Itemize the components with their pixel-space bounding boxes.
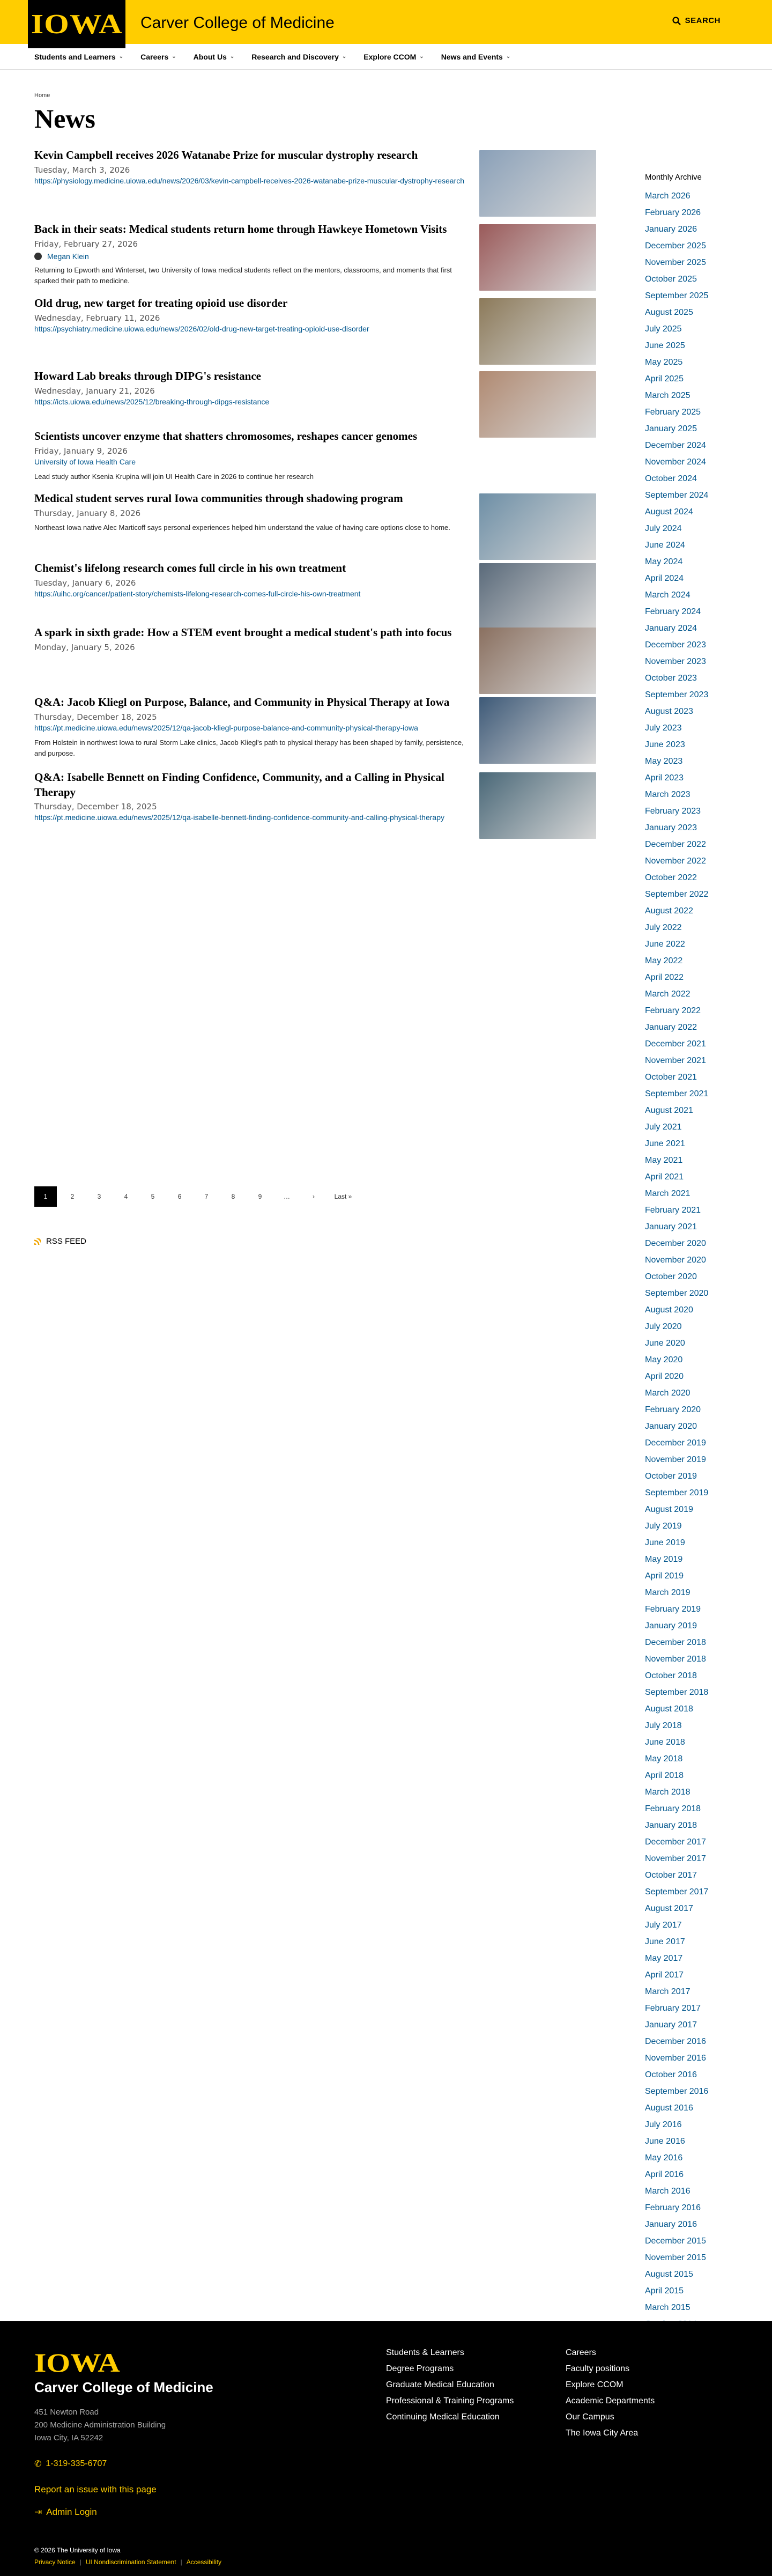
news-item-summary: Returning to Epworth and Winterset, two University of Iowa medical students reflect on the mentors, classrooms, and moments that first sparked their path to medicine. (34, 265, 452, 285)
news-item-summary: Northeast Iowa native Alec Marticoff says personal experiences helped him understand the value of having care options close to home. (34, 523, 450, 532)
page-link[interactable]: 1 (34, 1186, 57, 1207)
news-item-title[interactable]: Scientists uncover enzyme that shatters chromosomes, reshapes cancer genomes (34, 430, 418, 442)
rss-icon (34, 1238, 41, 1245)
archive-month-link[interactable]: December 2016 (645, 2037, 706, 2046)
news-item-title[interactable]: Chemist's lifelong research comes full circle in his own treatment (34, 562, 346, 574)
news-item-author[interactable] (34, 252, 469, 261)
chevron-down-icon: ⌄ (506, 54, 511, 60)
nav-about[interactable] (194, 53, 235, 61)
monthly-archive (645, 173, 741, 2336)
archive-month-link[interactable]: November 2021 (645, 1056, 706, 1065)
footer-link[interactable]: Faculty positions (566, 2364, 630, 2373)
archive-month-link[interactable]: April 2020 (645, 1372, 684, 1381)
archive-month-link[interactable]: June 2016 (645, 2137, 685, 2146)
page-link[interactable]: 6 (177, 1193, 182, 1200)
news-item-title[interactable]: Q&A: Jacob Kliegl on Purpose, Balance, and Community in Physical Therapy at Iowa (34, 696, 450, 708)
chevron-down-icon: ⌄ (342, 54, 347, 60)
archive-month-link[interactable]: February 2021 (645, 1206, 701, 1215)
archive-month-link[interactable]: August 2020 (645, 1305, 693, 1315)
news-item-date: Friday, January 9, 2026 (34, 446, 128, 456)
archive-month-link[interactable]: January 2019 (645, 1621, 697, 1630)
news-item-date: Wednesday, January 21, 2026 (34, 386, 155, 396)
archive-month-link[interactable]: December 2022 (645, 840, 706, 849)
separator: | (79, 2558, 81, 2566)
archive-month-link[interactable]: November 2016 (645, 2054, 706, 2063)
archive-month-link[interactable]: June 2021 (645, 1139, 685, 1148)
nav-careers[interactable] (140, 53, 176, 61)
site-header (0, 0, 772, 44)
archive-month-link[interactable]: February 2025 (645, 408, 701, 417)
archive-month-link[interactable]: January 2024 (645, 624, 697, 633)
archive-month-link[interactable]: April 2017 (645, 1970, 684, 1980)
archive-month-link[interactable]: November 2022 (645, 857, 706, 866)
archive-month-link[interactable]: January 2025 (645, 424, 697, 433)
nav-label: Research and Discovery (251, 52, 339, 61)
news-item-thumbnail[interactable] (479, 224, 596, 291)
nav-research[interactable] (251, 53, 346, 61)
author-name: Megan Klein (47, 252, 89, 261)
chevron-down-icon: ⌄ (172, 54, 176, 60)
legal-link[interactable]: Accessibility (186, 2558, 222, 2566)
page-link[interactable]: Last » (334, 1193, 352, 1200)
news-item-text (34, 148, 469, 186)
footer-link[interactable]: Our Campus (566, 2412, 614, 2422)
footer-link[interactable]: Degree Programs (386, 2364, 454, 2373)
archive-month-link[interactable]: July 2019 (645, 1522, 682, 1531)
archive-month-link[interactable]: March 2021 (645, 1189, 691, 1198)
archive-month-link[interactable]: August 2022 (645, 906, 693, 916)
logo-text: IOWA (31, 9, 123, 40)
footer-link[interactable]: Graduate Medical Education (386, 2380, 494, 2389)
address-line: 451 Newton Road (34, 2408, 99, 2417)
chevron-down-icon: ⌄ (419, 54, 424, 60)
archive-month-link[interactable]: April 2022 (645, 973, 684, 982)
news-item-text (34, 369, 469, 407)
news-item-summary: Lead study author Ksenia Krupina will join UI Health Care in 2026 to continue her research (34, 473, 314, 481)
news-item-title[interactable]: Back in their seats: Medical students return home through Hawkeye Hometown Visits (34, 223, 447, 235)
archive-month-link[interactable]: November 2017 (645, 1854, 706, 1863)
archive-month-link[interactable]: November 2015 (645, 2253, 706, 2262)
archive-month-link[interactable]: September 2018 (645, 1688, 709, 1697)
news-item-date: Thursday, December 18, 2025 (34, 712, 157, 722)
archive-month-link[interactable]: February 2023 (645, 807, 701, 816)
archive-month-link[interactable]: January 2023 (645, 823, 697, 832)
news-item (34, 625, 596, 684)
archive-month-link[interactable]: August 2019 (645, 1505, 693, 1514)
archive-month-link[interactable]: December 2017 (645, 1837, 706, 1847)
news-item-thumbnail[interactable] (479, 371, 596, 438)
archive-month-link[interactable]: October 2019 (645, 1472, 697, 1481)
archive-month-link[interactable]: July 2018 (645, 1721, 682, 1730)
news-item-date: Tuesday, January 6, 2026 (34, 578, 136, 588)
rss-feed-link[interactable] (34, 1237, 86, 1246)
footer-link[interactable]: Continuing Medical Education (386, 2412, 500, 2422)
archive-month-link[interactable]: April 2023 (645, 773, 684, 783)
footer-link[interactable]: The Iowa City Area (566, 2429, 639, 2438)
archive-month-link[interactable]: June 2019 (645, 1538, 685, 1547)
archive-month-link[interactable]: September 2017 (645, 1887, 709, 1896)
news-item-link[interactable]: https://icts.uiowa.edu/news/2025/12/breaking-through-dipgs-resistance (34, 397, 270, 406)
archive-month-link[interactable]: June 2025 (645, 341, 685, 350)
archive-month-link[interactable]: August 2017 (645, 1904, 693, 1913)
news-item-title[interactable]: Howard Lab breaks through DIPG's resistance (34, 370, 261, 382)
page-link[interactable]: › (313, 1193, 315, 1200)
archive-month-link[interactable]: June 2024 (645, 541, 685, 550)
archive-month-link[interactable]: January 2020 (645, 1422, 697, 1431)
site-footer (0, 2321, 772, 2576)
nav-label: Students and Learners (34, 52, 116, 61)
archive-month-link[interactable]: October 2024 (645, 474, 697, 483)
phone-icon: ✆ (34, 2460, 42, 2469)
news-item-link[interactable]: https://pt.medicine.uiowa.edu/news/2025/12/qa-jacob-kliegl-purpose-balance-and-community-physical-therapy-iowa (34, 723, 418, 732)
archive-month-link[interactable]: March 2019 (645, 1588, 691, 1597)
archive-month-link[interactable]: October 2020 (645, 1272, 697, 1281)
archive-month-link[interactable]: November 2024 (645, 457, 706, 467)
page-link[interactable]: 8 (231, 1193, 235, 1200)
archive-month-link[interactable]: April 2018 (645, 1771, 684, 1780)
legal-link[interactable]: UI Nondiscrimination Statement (85, 2558, 176, 2566)
address-line: 200 Medicine Administration Building (34, 2420, 166, 2430)
archive-month-link[interactable]: February 2020 (645, 1405, 701, 1414)
search-label: SEARCH (685, 16, 721, 25)
archive-month-link[interactable]: December 2021 (645, 1039, 706, 1049)
archive-month-link[interactable]: July 2022 (645, 923, 682, 932)
archive-month-link[interactable]: June 2018 (645, 1738, 685, 1747)
archive-month-link[interactable]: March 2016 (645, 2187, 691, 2196)
search-icon (672, 17, 681, 25)
archive-month-link[interactable]: March 2026 (645, 191, 691, 201)
news-item-text (34, 491, 469, 533)
admin-login-link[interactable] (34, 2507, 97, 2518)
news-item-title[interactable]: Old drug, new target for treating opioid use disorder (34, 297, 288, 309)
archive-month-link[interactable]: May 2025 (645, 358, 683, 367)
archive-month-link[interactable]: May 2021 (645, 1156, 683, 1165)
news-item (34, 561, 596, 620)
archive-month-link[interactable]: September 2021 (645, 1089, 709, 1098)
news-item-text (34, 429, 469, 482)
archive-month-link[interactable]: April 2015 (645, 2286, 684, 2295)
archive-month-link[interactable]: October 2022 (645, 873, 697, 882)
archive-month-link[interactable]: March 2015 (645, 2303, 691, 2312)
footer-links-col1 (386, 2348, 514, 2429)
page-content (0, 70, 772, 2312)
news-item-thumbnail[interactable] (479, 772, 596, 839)
news-item-date: Thursday, December 18, 2025 (34, 802, 157, 812)
nav-label: Careers (140, 52, 169, 61)
archive-month-link[interactable]: January 2016 (645, 2220, 697, 2229)
news-item-text (34, 561, 469, 599)
archive-month-link[interactable]: September 2016 (645, 2087, 709, 2096)
news-item-date: Wednesday, February 11, 2026 (34, 313, 160, 323)
archive-month-link[interactable]: January 2017 (645, 2020, 697, 2029)
address-line: Iowa City, IA 52242 (34, 2433, 103, 2442)
archive-month-link[interactable]: February 2026 (645, 208, 701, 217)
archive-month-link[interactable]: November 2020 (645, 1256, 706, 1265)
page-link[interactable]: 7 (204, 1193, 209, 1200)
site-title[interactable]: Carver College of Medicine (140, 14, 335, 32)
report-issue-link[interactable]: Report an issue with this page (34, 2484, 157, 2494)
archive-month-link[interactable]: September 2020 (645, 1289, 709, 1298)
archive-month-link[interactable]: March 2024 (645, 591, 691, 600)
breadcrumb[interactable]: Home (34, 92, 50, 99)
page-link[interactable]: 4 (124, 1193, 128, 1200)
archive-month-link[interactable]: May 2019 (645, 1555, 683, 1564)
page-title: News (34, 104, 95, 134)
news-item-link[interactable]: https://physiology.medicine.uiowa.edu/news/2026/03/kevin-campbell-receives-2026-watanabe-prize-muscular-dystrophy-research (34, 176, 465, 185)
archive-month-link[interactable]: December 2019 (645, 1438, 706, 1448)
news-item (34, 770, 596, 829)
footer-phone[interactable] (34, 2459, 107, 2469)
archive-month-link[interactable]: June 2020 (645, 1339, 685, 1348)
news-item-title[interactable]: Q&A: Isabelle Bennett on Finding Confidence, Community, and a Calling in Physical Therapy (34, 771, 444, 799)
news-item-title[interactable]: Medical student serves rural Iowa communities through shadowing program (34, 492, 403, 505)
news-item (34, 429, 596, 488)
archive-month-link[interactable]: May 2017 (645, 1954, 683, 1963)
archive-month-link[interactable]: January 2022 (645, 1023, 697, 1032)
nav-news-events[interactable] (441, 53, 511, 61)
archive-month-link[interactable]: April 2016 (645, 2170, 684, 2179)
archive-month-link[interactable]: October 2018 (645, 1671, 697, 1680)
archive-month-link[interactable]: July 2024 (645, 524, 682, 533)
archive-month-link[interactable]: August 2016 (645, 2103, 693, 2113)
separator: | (180, 2558, 182, 2566)
archive-month-link[interactable]: May 2018 (645, 1754, 683, 1763)
archive-month-link[interactable]: April 2021 (645, 1172, 684, 1182)
page-link: … (284, 1193, 290, 1200)
nav-label: Explore CCOM (363, 52, 417, 61)
news-item-date: Monday, January 5, 2026 (34, 642, 135, 652)
page-link[interactable]: 9 (258, 1193, 262, 1200)
archive-month-link[interactable]: May 2016 (645, 2153, 683, 2162)
news-item-thumbnail[interactable] (479, 298, 596, 365)
archive-month-link[interactable]: March 2018 (645, 1788, 691, 1797)
archive-month-link[interactable]: August 2024 (645, 507, 693, 516)
news-item-text (34, 695, 469, 759)
archive-month-link[interactable]: July 2017 (645, 1921, 682, 1930)
news-list (34, 148, 596, 824)
archive-month-link[interactable]: December 2018 (645, 1638, 706, 1647)
news-item-title[interactable]: A spark in sixth grade: How a STEM event brought a medical student's path into focus (34, 626, 452, 639)
archive-month-link[interactable]: September 2023 (645, 690, 709, 699)
footer-title: Carver College of Medicine (34, 2379, 213, 2395)
archive-month-link[interactable]: March 2023 (645, 790, 691, 799)
news-item-link[interactable]: University of Iowa Health Care (34, 457, 136, 466)
archive-title: Monthly Archive (645, 173, 702, 182)
page-link[interactable]: 3 (97, 1193, 101, 1200)
login-icon: ⇥ (34, 2507, 42, 2517)
news-item-text (34, 770, 469, 823)
archive-month-link[interactable]: November 2018 (645, 1655, 706, 1664)
archive-month-link[interactable]: September 2025 (645, 291, 709, 300)
pagination (34, 1186, 357, 1207)
archive-month-link[interactable]: July 2020 (645, 1322, 682, 1331)
archive-month-link[interactable]: May 2024 (645, 557, 683, 566)
chevron-down-icon: ⌄ (229, 54, 235, 60)
news-item-title[interactable]: Kevin Campbell receives 2026 Watanabe Prize for muscular dystrophy research (34, 149, 418, 161)
footer-address (34, 2406, 166, 2445)
nav-students[interactable] (34, 53, 123, 61)
archive-month-link[interactable]: July 2025 (645, 324, 682, 334)
user-icon (34, 253, 42, 260)
archive-month-link[interactable]: December 2015 (645, 2237, 706, 2246)
archive-month-link[interactable]: January 2018 (645, 1821, 697, 1830)
archive-month-link[interactable]: December 2025 (645, 241, 706, 250)
news-item-text (34, 296, 469, 334)
archive-month-link[interactable]: February 2019 (645, 1605, 701, 1614)
archive-month-link[interactable]: September 2019 (645, 1488, 709, 1497)
nav-explore[interactable] (363, 53, 424, 61)
news-item-link[interactable]: https://psychiatry.medicine.uiowa.edu/news/2026/02/old-drug-new-target-treating-opioid-use-disorder (34, 324, 369, 333)
archive-month-link[interactable]: July 2023 (645, 724, 682, 733)
footer-link[interactable]: Explore CCOM (566, 2380, 623, 2389)
search-button[interactable] (672, 16, 721, 25)
archive-month-link[interactable]: October 2016 (645, 2070, 697, 2079)
archive-month-link[interactable]: March 2017 (645, 1987, 691, 1996)
phone-number: 1-319-335-6707 (46, 2459, 107, 2468)
news-item-link[interactable]: https://uihc.org/cancer/patient-story/chemists-lifelong-research-comes-full-circle-his-own-treatment (34, 589, 361, 598)
archive-month-link[interactable]: February 2017 (645, 2004, 701, 2013)
archive-month-link[interactable]: July 2021 (645, 1123, 682, 1132)
news-item (34, 695, 596, 759)
archive-month-link[interactable]: August 2021 (645, 1106, 693, 1115)
news-item-thumbnail[interactable] (479, 628, 596, 694)
archive-month-link[interactable]: March 2025 (645, 391, 691, 400)
news-item-thumbnail[interactable] (479, 150, 596, 217)
footer-link[interactable]: Students & Learners (386, 2348, 464, 2357)
news-item-thumbnail[interactable] (479, 493, 596, 560)
archive-month-link[interactable]: January 2026 (645, 225, 697, 234)
news-item-link[interactable]: https://pt.medicine.uiowa.edu/news/2025/12/qa-isabelle-bennett-finding-confidence-community-and-calling-physical-therapy (34, 813, 444, 822)
archive-month-link[interactable]: June 2023 (645, 740, 685, 749)
archive-month-link[interactable]: November 2019 (645, 1455, 706, 1464)
archive-month-link[interactable]: October 2021 (645, 1073, 697, 1082)
news-item-date: Tuesday, March 3, 2026 (34, 165, 130, 175)
footer-link[interactable]: Careers (566, 2348, 596, 2357)
archive-month-link[interactable]: February 2022 (645, 1006, 701, 1015)
iowa-logo[interactable] (28, 0, 125, 48)
copyright: © 2026 The University of Iowa (34, 2547, 121, 2554)
news-item (34, 369, 596, 428)
news-item-thumbnail[interactable] (479, 697, 596, 764)
archive-list (645, 191, 741, 2336)
news-item (34, 296, 596, 355)
archive-month-link[interactable]: August 2023 (645, 707, 693, 716)
nav-label: About Us (193, 52, 227, 61)
footer-link[interactable]: Academic Departments (566, 2396, 655, 2405)
admin-login-label: Admin Login (46, 2507, 97, 2517)
news-item-thumbnail[interactable] (479, 563, 596, 630)
archive-month-link[interactable]: June 2022 (645, 940, 685, 949)
archive-month-link[interactable]: October 2017 (645, 1871, 697, 1880)
archive-month-link[interactable]: March 2022 (645, 990, 691, 999)
archive-month-link[interactable]: November 2025 (645, 258, 706, 267)
news-item-summary: From Holstein in northwest Iowa to rural Storm Lake clinics, Jacob Kliegl's path to physical therapy has been shaped by family, persistence, and purpose. (34, 739, 464, 758)
archive-month-link[interactable]: October 2025 (645, 275, 697, 284)
archive-month-link[interactable]: September 2024 (645, 491, 709, 500)
page-link[interactable]: 5 (151, 1193, 155, 1200)
archive-month-link[interactable]: May 2020 (645, 1355, 683, 1364)
archive-month-link[interactable]: February 2016 (645, 2203, 701, 2212)
news-item-date: Thursday, January 8, 2026 (34, 508, 141, 518)
archive-month-link[interactable]: May 2022 (645, 956, 683, 965)
archive-month-link[interactable]: August 2018 (645, 1704, 693, 1714)
archive-month-link[interactable]: August 2025 (645, 308, 693, 317)
rss-label: RSS FEED (46, 1237, 87, 1246)
news-item-date: Friday, February 27, 2026 (34, 239, 138, 249)
news-item (34, 491, 596, 550)
chevron-down-icon: ⌄ (118, 54, 124, 60)
archive-month-link[interactable]: November 2023 (645, 657, 706, 666)
archive-month-link[interactable]: February 2024 (645, 607, 701, 616)
archive-month-link[interactable]: June 2017 (645, 1937, 685, 1946)
archive-month-link[interactable]: April 2025 (645, 374, 684, 383)
nav-label: News and Events (441, 52, 503, 61)
footer-link[interactable]: Professional & Training Programs (386, 2396, 514, 2405)
archive-month-link[interactable]: April 2024 (645, 574, 684, 583)
archive-month-link[interactable]: September 2022 (645, 890, 709, 899)
news-item (34, 148, 596, 207)
archive-month-link[interactable]: April 2019 (645, 1571, 684, 1581)
footer-logo[interactable]: IOWA (34, 2348, 120, 2378)
page-link[interactable]: 2 (70, 1193, 75, 1200)
archive-month-link[interactable]: August 2015 (645, 2270, 693, 2279)
archive-month-link[interactable]: December 2023 (645, 640, 706, 649)
archive-month-link[interactable]: May 2023 (645, 757, 683, 766)
news-item (34, 222, 596, 286)
legal-link[interactable]: Privacy Notice (34, 2558, 76, 2566)
archive-month-link[interactable]: October 2023 (645, 674, 697, 683)
legal-links (34, 2558, 221, 2566)
archive-month-link[interactable]: December 2024 (645, 441, 706, 450)
footer-links-col2 (566, 2348, 655, 2445)
archive-month-link[interactable]: February 2018 (645, 1804, 701, 1813)
news-item-text (34, 625, 469, 652)
archive-month-link[interactable]: March 2020 (645, 1389, 691, 1398)
archive-month-link[interactable]: July 2016 (645, 2120, 682, 2129)
archive-month-link[interactable]: January 2021 (645, 1222, 697, 1231)
archive-month-link[interactable]: December 2020 (645, 1239, 706, 1248)
news-item-text (34, 222, 469, 286)
